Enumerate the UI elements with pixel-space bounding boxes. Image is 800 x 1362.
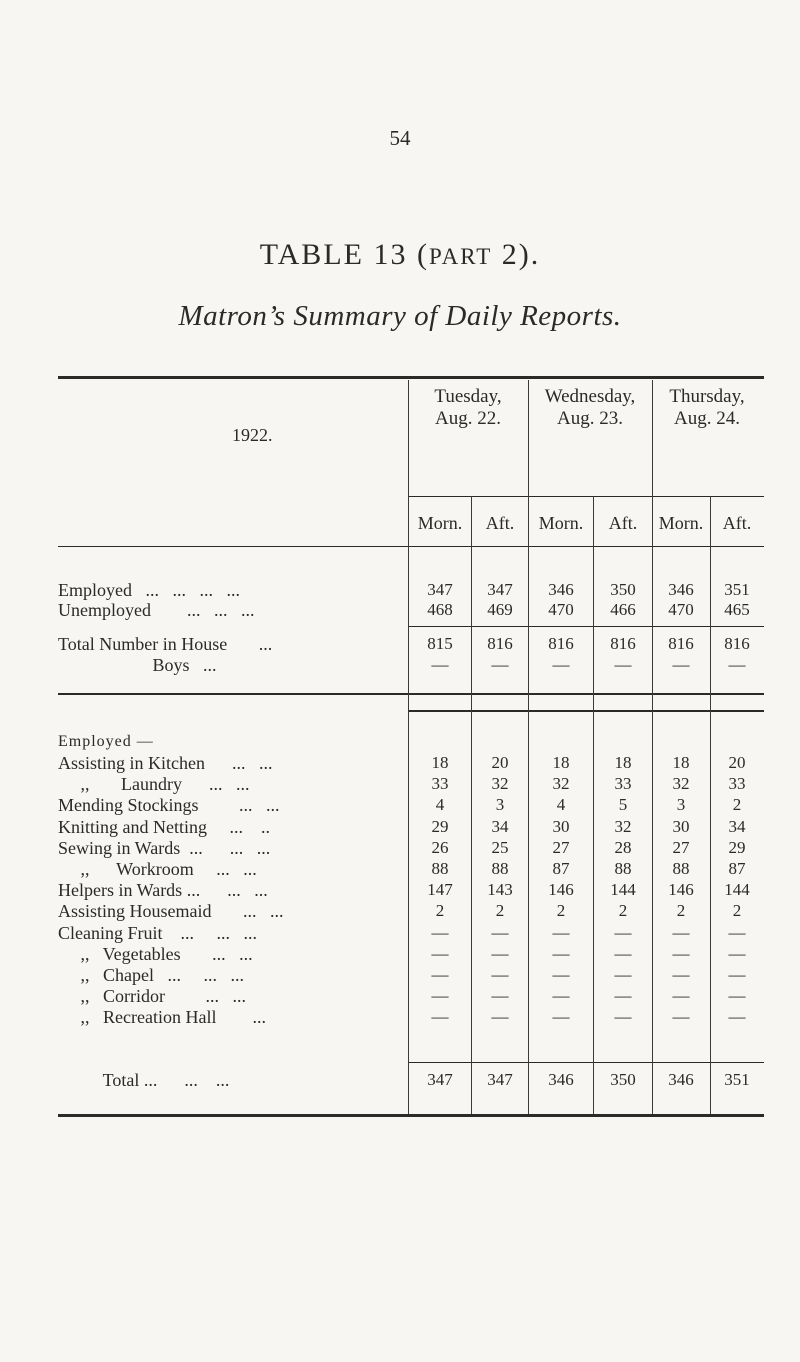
- table-cell: 88: [491, 859, 509, 878]
- title-small-caps: PART: [428, 244, 493, 269]
- table-cell: 18: [431, 753, 449, 772]
- row-label: Assisting in Kitchen ... ...: [58, 753, 273, 773]
- row-label: Unemployed ... ... ...: [58, 600, 255, 620]
- table-cell: 87: [728, 859, 746, 878]
- row-label: Total Number in House ...: [58, 634, 273, 654]
- table-cell: 29: [431, 816, 449, 836]
- table-cell: —: [491, 965, 509, 984]
- table-cell: —: [491, 1007, 509, 1027]
- table-cell: —: [552, 943, 570, 963]
- table-cell: 470: [548, 600, 574, 619]
- table-cell: —: [672, 986, 690, 1006]
- table-cell: —: [614, 943, 632, 963]
- row-label: Employed ... ... ... ...: [58, 580, 240, 600]
- table-cell: 30: [552, 816, 570, 836]
- table-cell: 2: [556, 901, 566, 921]
- table-cell: —: [672, 965, 690, 984]
- table-cell: —: [614, 965, 632, 984]
- table-cell: 347: [427, 580, 453, 599]
- sub-header: Morn.: [417, 513, 463, 533]
- year-label: 1922.: [232, 425, 273, 445]
- table-cell: 29: [728, 837, 746, 857]
- table-cell: 144: [724, 880, 750, 900]
- table-cell: 88: [672, 859, 690, 878]
- table-cell: 816: [724, 634, 750, 653]
- table-cell: 27: [672, 837, 690, 857]
- table-cell: —: [614, 986, 632, 1006]
- sub-header: Morn.: [658, 513, 704, 533]
- table-cell: 5: [618, 795, 628, 815]
- table-cell: —: [728, 943, 746, 963]
- table-subtitle: Matron’s Summary of Daily Reports.: [178, 300, 622, 332]
- table-cell: 816: [668, 634, 694, 653]
- table-cell: —: [728, 986, 746, 1006]
- table-cell: 469: [487, 600, 513, 619]
- table-cell: —: [431, 655, 449, 674]
- table-cell: 3: [676, 795, 686, 815]
- day-header-line2: Aug. 22.: [435, 408, 501, 429]
- row-label: Sewing in Wards ... ... ...: [58, 837, 271, 858]
- row-label: Cleaning Fruit ... ... ...: [58, 922, 257, 943]
- table-cell: 2: [732, 901, 742, 921]
- table-cell: 816: [487, 634, 513, 653]
- table-cell: 346: [548, 580, 574, 599]
- top-rule: [58, 376, 764, 379]
- table-cell: 350: [610, 580, 636, 599]
- title-main: TABLE 13 (: [259, 238, 429, 271]
- table-cell: —: [552, 655, 570, 674]
- table-cell: 144: [610, 880, 636, 900]
- row-label: Helpers in Wards ... ... ...: [58, 880, 268, 901]
- table-cell: 32: [552, 774, 570, 794]
- table-cell: —: [672, 655, 690, 674]
- table-cell: —: [431, 943, 449, 963]
- table-cell: 347: [487, 580, 513, 599]
- day-header-line1: Tuesday,: [434, 386, 502, 407]
- employed-heading: Employed —: [58, 733, 154, 750]
- table-cell: 815: [427, 634, 453, 653]
- day-header-line1: Thursday,: [669, 386, 745, 407]
- table-cell: —: [552, 965, 570, 984]
- table-cell: —: [491, 986, 509, 1006]
- sub-header: Aft.: [608, 513, 638, 533]
- sub-header: Morn.: [538, 513, 584, 533]
- row-label: Boys ...: [58, 655, 217, 675]
- row-label: ,, Laundry ... ...: [58, 774, 250, 795]
- day-header-line2: Aug. 24.: [674, 408, 740, 429]
- table-cell: 2: [435, 901, 445, 921]
- table-cell: 816: [610, 634, 636, 653]
- table-cell: 87: [552, 859, 570, 878]
- table-cell: 465: [724, 600, 750, 619]
- table-cell: 25: [491, 837, 509, 857]
- table-cell: 147: [427, 880, 453, 900]
- row-label: Mending Stockings ... ...: [58, 795, 280, 816]
- table-cell: —: [614, 1007, 632, 1027]
- table-cell: 18: [552, 753, 570, 772]
- table-cell: —: [672, 1007, 690, 1027]
- table-cell: —: [431, 1007, 449, 1027]
- table-cell: —: [552, 986, 570, 1006]
- bottom-rule: [58, 1114, 764, 1117]
- total-cell: 347: [427, 1070, 453, 1089]
- row-label: ,, Vegetables ... ...: [58, 943, 253, 964]
- table-cell: 4: [556, 795, 566, 815]
- total-cell: 347: [487, 1070, 513, 1089]
- table-cell: 2: [676, 901, 686, 921]
- table-cell: 2: [618, 901, 628, 921]
- table-cell: 18: [614, 753, 632, 772]
- table-cell: —: [672, 922, 690, 942]
- table-cell: 466: [610, 600, 636, 619]
- day-header-line1: Wednesday,: [544, 386, 636, 407]
- sub-header: Aft.: [722, 513, 752, 533]
- row-label: ,, Recreation Hall ...: [58, 1007, 266, 1028]
- header-bottom-rule: [58, 546, 764, 547]
- table-cell: 32: [614, 816, 632, 836]
- table-cell: —: [491, 655, 509, 674]
- table-cell: 33: [728, 774, 746, 794]
- row-label: ,, Corridor ... ...: [58, 986, 246, 1007]
- table-cell: —: [552, 922, 570, 942]
- table-cell: 146: [548, 880, 574, 900]
- page-number: 54: [389, 126, 411, 150]
- total-cell: 350: [610, 1070, 636, 1089]
- table-cell: —: [728, 965, 746, 984]
- table-cell: 32: [491, 774, 509, 794]
- table-cell: 88: [431, 859, 449, 878]
- table-cell: 30: [672, 816, 690, 836]
- table-cell: 4: [435, 795, 445, 815]
- table-cell: —: [728, 922, 746, 942]
- table-cell: 88: [614, 859, 632, 878]
- table-cell: 32: [672, 774, 690, 794]
- title-end: 2).: [492, 238, 541, 271]
- table-cell: —: [728, 655, 746, 674]
- table-cell: 33: [614, 774, 632, 794]
- row-label: Assisting Housemaid ... ...: [58, 901, 284, 922]
- table-cell: 34: [491, 816, 509, 836]
- sub-header: Aft.: [485, 513, 515, 533]
- row-label: ,, Workroom ... ...: [58, 859, 257, 879]
- table-cell: —: [491, 943, 509, 963]
- table-cell: 2: [495, 901, 505, 921]
- table-cell: 2: [732, 795, 742, 815]
- table-cell: 27: [552, 837, 570, 857]
- table-cell: 20: [491, 753, 509, 772]
- table-cell: 3: [495, 795, 505, 815]
- table-cell: 20: [728, 753, 746, 772]
- table-cell: 468: [427, 600, 453, 619]
- table-cell: 143: [487, 880, 513, 900]
- table-cell: 26: [431, 837, 449, 857]
- total-cell: 346: [668, 1070, 694, 1089]
- table-cell: —: [728, 1007, 746, 1027]
- table-cell: 28: [614, 837, 632, 857]
- table-cell: 816: [548, 634, 574, 653]
- table-cell: 33: [431, 774, 449, 794]
- table-cell: —: [672, 943, 690, 963]
- total-cell: 346: [548, 1070, 574, 1089]
- table-cell: 346: [668, 580, 694, 599]
- table-cell: —: [431, 965, 449, 984]
- table-cell: —: [552, 1007, 570, 1027]
- table-cell: —: [491, 922, 509, 942]
- table-cell: 18: [672, 753, 690, 772]
- row-label: ,, Chapel ... ... ...: [58, 965, 244, 985]
- table-cell: —: [431, 986, 449, 1006]
- table-cell: 146: [668, 880, 694, 900]
- total-cell: 351: [724, 1070, 750, 1089]
- table-cell: 34: [728, 816, 746, 836]
- table-cell: —: [614, 655, 632, 674]
- table-cell: —: [431, 922, 449, 942]
- table-cell: 470: [668, 600, 694, 619]
- total-label: Total ... ... ...: [58, 1070, 230, 1090]
- section-rule-2: [58, 693, 764, 695]
- row-label: Knitting and Netting ... ..: [58, 816, 270, 837]
- day-header-line2: Aug. 23.: [557, 408, 623, 429]
- table-cell: 351: [724, 580, 750, 599]
- table-cell: —: [614, 922, 632, 942]
